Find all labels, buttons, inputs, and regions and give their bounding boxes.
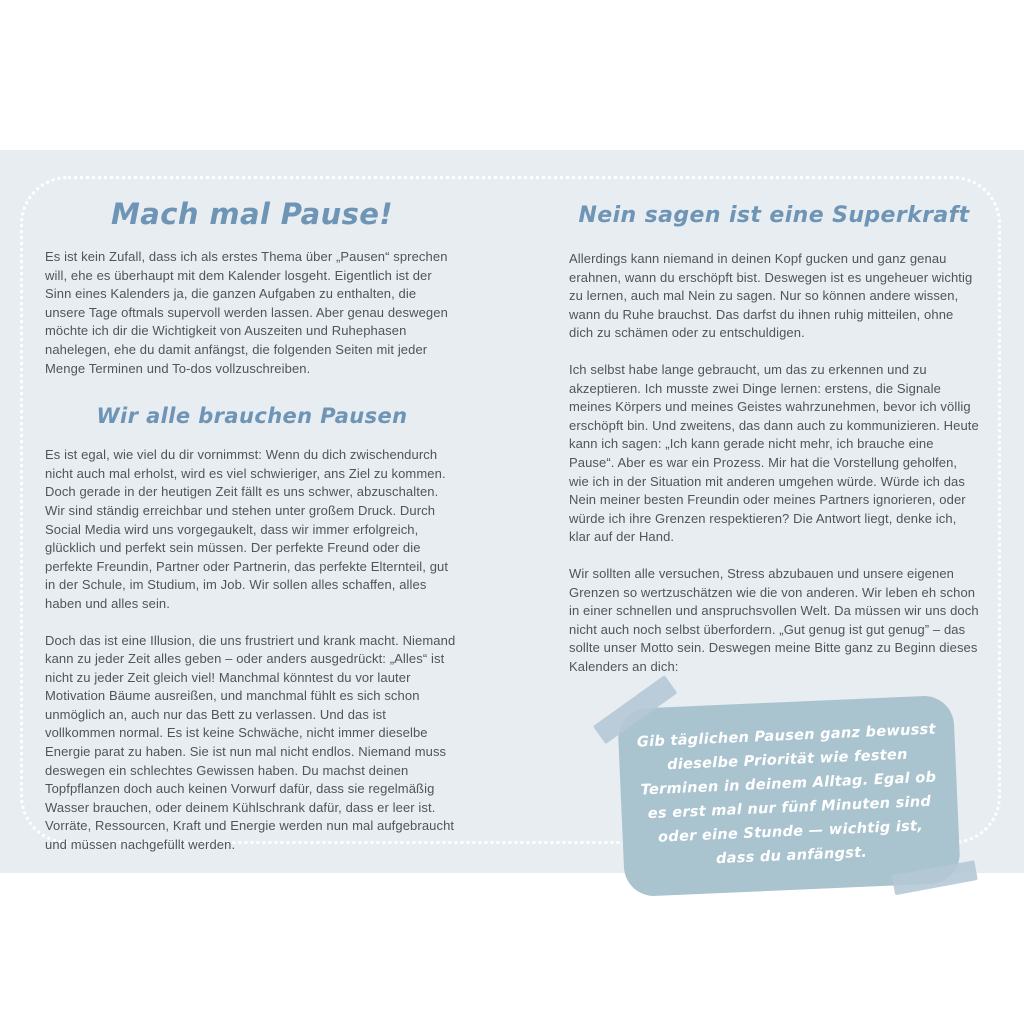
left-paragraph-1: Es ist kein Zufall, dass ich als erstes Thema über „Pausen“ sprechen will, ehe es überhaupt mit dem Kalender losgeht. Eigentlich ist der Sinn eines Kalenders ja, die ganzen Aufgaben zu enthalten, die unsere Tage oftmals supervoll werden lassen. Aber genau deswegen möchte ich dir die Wichtigkeit von Auszeiten und Ruhephasen nahelegen, ehe du damit anfängst, die folgenden Seiten mit jeder Menge Terminen und To-dos vollzuschreiben.	[45, 249, 448, 376]
tape-bottom-right	[892, 861, 978, 896]
right-column	[569, 196, 979, 890]
left-column-subtitle: Wir alle brauchen Pausen	[96, 404, 408, 429]
right-paragraph-1: Allerdings kann niemand in deinen Kopf gucken und ganz genau erahnen, wann du erschöpft bist. Deswegen ist es ungeheuer wichtig zu lernen, auch mal Nein zu sagen. Nur so können andere wissen, wann du Ruhe brauchst. Das darfst du ihnen ruhig mitteilen, ohne dich zu schämen oder zu entschuldigen.	[569, 251, 973, 341]
note-text: Gib täglichen Pausen ganz bewusst dieselbe Priorität wie festen Terminen in deinem Alltag. Egal ob es erst mal nur fünf Minuten sind oder eine Stunde — wichtig ist, dass du anfängst.	[636, 722, 937, 868]
left-column	[45, 196, 459, 873]
left-column-title: Mach mal Pause!	[111, 197, 393, 231]
left-paragraph-2: Es ist egal, wie viel du dir vornimmst: Wenn du dich zwischendurch nicht auch mal erholst, wird es viel schwieriger, ans Ziel zu kommen. Doch gerade in der heutigen Zeit fällt es uns schwer, abzuschalten. Wir sind ständig erreichbar und stehen unter großem Druck. Durch Social Media wird uns vorgegaukelt, dass wir immer erfolgreich, glücklich und perfekt sein müssen. Der perfekte Freund oder die perfekte Freundin, Partner oder Partnerin, das perfekte Elternteil, gut in der Schule, im Studium, im Job. Wir sollen alles schaffen, alles haben und alles sein.	[45, 447, 449, 611]
right-paragraph-2: Ich selbst habe lange gebraucht, um das zu erkennen und zu akzeptieren. Ich musste zwei Dinge lernen: erstens, die Signale meines Körpers und meines Geistes wahrzunehmen, bevor ich völlig erschöpft bin. Und zweitens, das dann auch zu kommunizieren. Heute kann ich sagen: „Ich kann gerade nicht mehr, ich brauche eine Pause“. Aber es war ein Prozess. Mir hat die Vorstellung geholfen, wie ich in der Situation mit anderen umgehen würde. Würde ich das Nein meiner besten Freundin oder meines Partners ignorieren, oder würde ich ihre Grenzen respektieren? Die Antwort liegt, denke ich, klar auf der Hand.	[569, 361, 979, 545]
right-column-title: Nein sagen ist eine Superkraft	[578, 203, 970, 228]
taped-note-card	[617, 695, 961, 897]
right-paragraph-3: Wir sollten alle versuchen, Stress abzubauen und unsere eigenen Grenzen so wertzuschätzen wie die von anderen. Wir leben eh schon in einer schnellen und anspruchsvollen Welt. Da müssen wir uns doch nicht auch noch selbst überfordern. „Gut genug ist gut genug” – das sollte unser Motto sein. Deswegen meine Bitte ganz zu Beginn dieses Kalenders an dich:	[569, 565, 979, 674]
left-paragraph-3: Doch das ist eine Illusion, die uns frustriert und krank macht. Niemand kann zu jeder Zeit alles geben – oder anders ausgedrückt: „Alles“ ist nicht zu jeder Zeit gleich viel! Manchmal könntest du vor lauter Motivation Bäume ausreißen, und manchmal fühlt es sich schon unmöglich an, auch nur das Bett zu verlassen. Und das ist vollkommen normal. Es ist keine Schwäche, nicht immer dieselbe Energie parat zu haben. Sie ist nun mal nicht endlos. Niemand muss deswegen ein schlechtes Gewissen haben. Du machst deinen Topfpflanzen doch auch keinen Vorwurf dafür, dass sie regelmäßig Wasser brauchen, oder deinem Kühlschrank dafür, dass er leer ist. Vorräte, Ressourcen, Kraft und Energie werden nun mal aufgebraucht und müssen nachgefüllt werden.	[45, 632, 456, 853]
